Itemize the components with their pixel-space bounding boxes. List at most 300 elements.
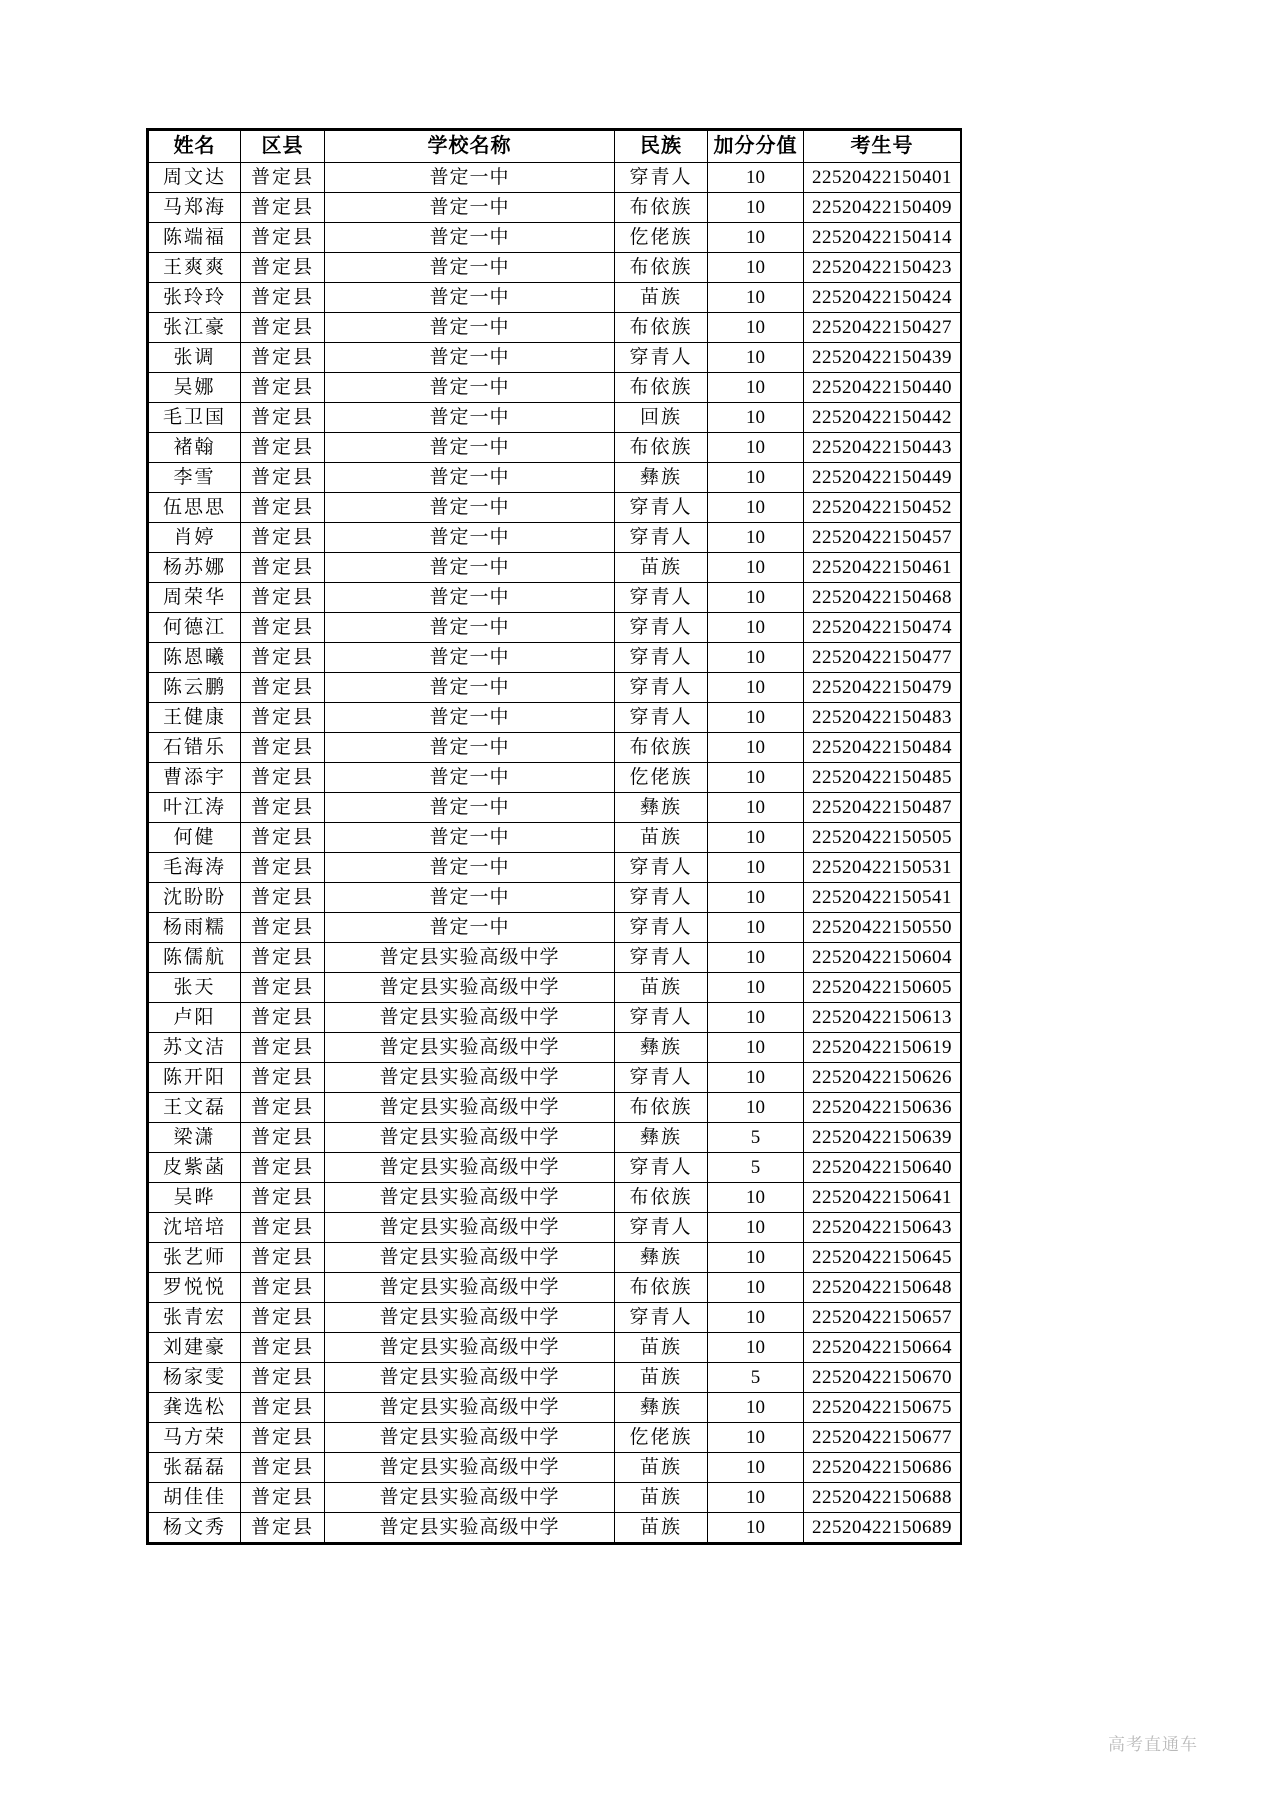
cell-exam-number: 22520422150675	[804, 1393, 961, 1423]
cell-school-name: 普定一中	[325, 463, 615, 493]
table-row	[149, 253, 961, 283]
cell-exam-number: 22520422150541	[804, 883, 961, 913]
cell-county: 普定县	[241, 583, 325, 613]
cell-ethnicity: 穿青人	[615, 1213, 708, 1243]
cell-school-name: 普定一中	[325, 613, 615, 643]
table-row	[149, 973, 961, 1003]
cell-candidate-name: 罗悦悦	[149, 1273, 241, 1303]
cell-school-name: 普定县实验高级中学	[325, 1213, 615, 1243]
cell-candidate-name: 马方荣	[149, 1423, 241, 1453]
cell-county: 普定县	[241, 973, 325, 1003]
table-row	[149, 1033, 961, 1063]
table-row	[149, 1273, 961, 1303]
cell-bonus-points: 10	[708, 943, 804, 973]
cell-candidate-name: 张磊磊	[149, 1453, 241, 1483]
table-row	[149, 343, 961, 373]
cell-county: 普定县	[241, 1273, 325, 1303]
cell-candidate-name: 毛卫国	[149, 403, 241, 433]
cell-ethnicity: 仡佬族	[615, 763, 708, 793]
cell-candidate-name: 刘建豪	[149, 1333, 241, 1363]
cell-exam-number: 22520422150468	[804, 583, 961, 613]
cell-exam-number: 22520422150613	[804, 1003, 961, 1033]
table-row	[149, 193, 961, 223]
table-row	[149, 1333, 961, 1363]
cell-county: 普定县	[241, 1243, 325, 1273]
cell-ethnicity: 彝族	[615, 463, 708, 493]
cell-candidate-name: 苏文洁	[149, 1033, 241, 1063]
cell-bonus-points: 10	[708, 1513, 804, 1543]
cell-school-name: 普定县实验高级中学	[325, 1033, 615, 1063]
cell-school-name: 普定一中	[325, 553, 615, 583]
cell-county: 普定县	[241, 853, 325, 883]
candidate-roster-table	[148, 130, 961, 1543]
table-row	[149, 943, 961, 973]
cell-ethnicity: 彝族	[615, 793, 708, 823]
cell-candidate-name: 陈儒航	[149, 943, 241, 973]
cell-exam-number: 22520422150423	[804, 253, 961, 283]
column-header-bonus-points: 加分分值	[708, 131, 804, 163]
cell-candidate-name: 周荣华	[149, 583, 241, 613]
table-row	[149, 823, 961, 853]
cell-candidate-name: 杨苏娜	[149, 553, 241, 583]
cell-exam-number: 22520422150474	[804, 613, 961, 643]
cell-exam-number: 22520422150531	[804, 853, 961, 883]
cell-exam-number: 22520422150605	[804, 973, 961, 1003]
cell-county: 普定县	[241, 823, 325, 853]
cell-county: 普定县	[241, 943, 325, 973]
cell-bonus-points: 10	[708, 1033, 804, 1063]
table-row	[149, 733, 961, 763]
cell-exam-number: 22520422150409	[804, 193, 961, 223]
cell-ethnicity: 穿青人	[615, 613, 708, 643]
cell-school-name: 普定县实验高级中学	[325, 1273, 615, 1303]
cell-school-name: 普定一中	[325, 733, 615, 763]
cell-county: 普定县	[241, 1453, 325, 1483]
cell-county: 普定县	[241, 283, 325, 313]
table-row	[149, 1153, 961, 1183]
cell-ethnicity: 苗族	[615, 973, 708, 1003]
cell-ethnicity: 穿青人	[615, 883, 708, 913]
cell-candidate-name: 梁潇	[149, 1123, 241, 1153]
cell-candidate-name: 张江豪	[149, 313, 241, 343]
cell-candidate-name: 卢阳	[149, 1003, 241, 1033]
cell-bonus-points: 10	[708, 1333, 804, 1363]
cell-candidate-name: 张艺师	[149, 1243, 241, 1273]
cell-exam-number: 22520422150461	[804, 553, 961, 583]
cell-bonus-points: 10	[708, 553, 804, 583]
table-row	[149, 1513, 961, 1543]
cell-county: 普定县	[241, 1033, 325, 1063]
cell-candidate-name: 吴娜	[149, 373, 241, 403]
table-row	[149, 673, 961, 703]
cell-school-name: 普定一中	[325, 283, 615, 313]
cell-bonus-points: 10	[708, 1243, 804, 1273]
table-row	[149, 403, 961, 433]
cell-ethnicity: 布依族	[615, 253, 708, 283]
cell-bonus-points: 10	[708, 1483, 804, 1513]
cell-bonus-points: 10	[708, 403, 804, 433]
table-row	[149, 643, 961, 673]
cell-exam-number: 22520422150670	[804, 1363, 961, 1393]
cell-bonus-points: 5	[708, 1363, 804, 1393]
cell-exam-number: 22520422150677	[804, 1423, 961, 1453]
cell-school-name: 普定一中	[325, 493, 615, 523]
cell-ethnicity: 苗族	[615, 283, 708, 313]
cell-bonus-points: 5	[708, 1153, 804, 1183]
cell-school-name: 普定一中	[325, 883, 615, 913]
cell-county: 普定县	[241, 433, 325, 463]
cell-candidate-name: 毛海涛	[149, 853, 241, 883]
table-row	[149, 1093, 961, 1123]
cell-candidate-name: 李雪	[149, 463, 241, 493]
cell-school-name: 普定县实验高级中学	[325, 1303, 615, 1333]
cell-exam-number: 22520422150688	[804, 1483, 961, 1513]
cell-ethnicity: 穿青人	[615, 163, 708, 193]
cell-ethnicity: 苗族	[615, 1453, 708, 1483]
table-row	[149, 223, 961, 253]
cell-bonus-points: 10	[708, 193, 804, 223]
column-header-school: 学校名称	[325, 131, 615, 163]
table-row	[149, 1423, 961, 1453]
cell-candidate-name: 陈端福	[149, 223, 241, 253]
cell-ethnicity: 布依族	[615, 193, 708, 223]
cell-exam-number: 22520422150442	[804, 403, 961, 433]
cell-school-name: 普定县实验高级中学	[325, 1513, 615, 1543]
cell-ethnicity: 苗族	[615, 1333, 708, 1363]
table-row	[149, 553, 961, 583]
cell-ethnicity: 仡佬族	[615, 223, 708, 253]
cell-ethnicity: 穿青人	[615, 493, 708, 523]
cell-county: 普定县	[241, 673, 325, 703]
cell-candidate-name: 杨家雯	[149, 1363, 241, 1393]
cell-school-name: 普定一中	[325, 343, 615, 373]
cell-exam-number: 22520422150505	[804, 823, 961, 853]
table-row	[149, 703, 961, 733]
cell-bonus-points: 10	[708, 1453, 804, 1483]
cell-county: 普定县	[241, 1093, 325, 1123]
cell-ethnicity: 穿青人	[615, 523, 708, 553]
cell-candidate-name: 张天	[149, 973, 241, 1003]
cell-exam-number: 22520422150643	[804, 1213, 961, 1243]
cell-bonus-points: 10	[708, 463, 804, 493]
cell-county: 普定县	[241, 1333, 325, 1363]
cell-ethnicity: 穿青人	[615, 583, 708, 613]
cell-ethnicity: 穿青人	[615, 943, 708, 973]
cell-county: 普定县	[241, 793, 325, 823]
cell-school-name: 普定一中	[325, 673, 615, 703]
cell-exam-number: 22520422150657	[804, 1303, 961, 1333]
cell-county: 普定县	[241, 403, 325, 433]
cell-exam-number: 22520422150639	[804, 1123, 961, 1153]
cell-exam-number: 22520422150440	[804, 373, 961, 403]
cell-exam-number: 22520422150645	[804, 1243, 961, 1273]
cell-school-name: 普定一中	[325, 763, 615, 793]
cell-ethnicity: 布依族	[615, 1183, 708, 1213]
cell-exam-number: 22520422150427	[804, 313, 961, 343]
cell-county: 普定县	[241, 1303, 325, 1333]
cell-candidate-name: 杨雨糯	[149, 913, 241, 943]
table-row	[149, 883, 961, 913]
cell-county: 普定县	[241, 763, 325, 793]
cell-ethnicity: 穿青人	[615, 703, 708, 733]
cell-exam-number: 22520422150550	[804, 913, 961, 943]
column-header-ethnicity: 民族	[615, 131, 708, 163]
table-row	[149, 523, 961, 553]
cell-county: 普定县	[241, 1183, 325, 1213]
cell-school-name: 普定一中	[325, 853, 615, 883]
cell-candidate-name: 伍思思	[149, 493, 241, 523]
table-header	[149, 131, 961, 163]
cell-county: 普定县	[241, 703, 325, 733]
cell-bonus-points: 10	[708, 493, 804, 523]
cell-ethnicity: 穿青人	[615, 343, 708, 373]
cell-county: 普定县	[241, 163, 325, 193]
table-row	[149, 583, 961, 613]
cell-county: 普定县	[241, 1363, 325, 1393]
cell-candidate-name: 陈开阳	[149, 1063, 241, 1093]
cell-bonus-points: 10	[708, 703, 804, 733]
table-row	[149, 793, 961, 823]
cell-candidate-name: 曹添宇	[149, 763, 241, 793]
table-row	[149, 373, 961, 403]
column-header-name: 姓名	[149, 131, 241, 163]
cell-exam-number: 22520422150479	[804, 673, 961, 703]
cell-ethnicity: 苗族	[615, 1483, 708, 1513]
cell-county: 普定县	[241, 223, 325, 253]
cell-candidate-name: 张玲玲	[149, 283, 241, 313]
cell-county: 普定县	[241, 523, 325, 553]
cell-county: 普定县	[241, 373, 325, 403]
cell-county: 普定县	[241, 553, 325, 583]
cell-exam-number: 22520422150483	[804, 703, 961, 733]
cell-candidate-name: 何德江	[149, 613, 241, 643]
cell-ethnicity: 布依族	[615, 373, 708, 403]
cell-candidate-name: 陈恩曦	[149, 643, 241, 673]
cell-county: 普定县	[241, 343, 325, 373]
cell-exam-number: 22520422150401	[804, 163, 961, 193]
cell-school-name: 普定县实验高级中学	[325, 1453, 615, 1483]
cell-county: 普定县	[241, 253, 325, 283]
cell-school-name: 普定县实验高级中学	[325, 1333, 615, 1363]
cell-bonus-points: 10	[708, 763, 804, 793]
cell-exam-number: 22520422150457	[804, 523, 961, 553]
cell-ethnicity: 穿青人	[615, 1063, 708, 1093]
cell-ethnicity: 彝族	[615, 1033, 708, 1063]
table-row	[149, 1363, 961, 1393]
cell-exam-number: 22520422150648	[804, 1273, 961, 1303]
cell-bonus-points: 10	[708, 1003, 804, 1033]
cell-county: 普定县	[241, 1123, 325, 1153]
cell-exam-number: 22520422150664	[804, 1333, 961, 1363]
table-body	[149, 163, 961, 1543]
table-row	[149, 283, 961, 313]
cell-exam-number: 22520422150477	[804, 643, 961, 673]
cell-bonus-points: 10	[708, 1423, 804, 1453]
cell-ethnicity: 彝族	[615, 1393, 708, 1423]
cell-candidate-name: 张青宏	[149, 1303, 241, 1333]
cell-school-name: 普定一中	[325, 643, 615, 673]
cell-school-name: 普定县实验高级中学	[325, 1483, 615, 1513]
cell-school-name: 普定县实验高级中学	[325, 1183, 615, 1213]
cell-candidate-name: 皮紫菡	[149, 1153, 241, 1183]
cell-ethnicity: 苗族	[615, 553, 708, 583]
cell-exam-number: 22520422150636	[804, 1093, 961, 1123]
cell-bonus-points: 10	[708, 163, 804, 193]
cell-ethnicity: 布依族	[615, 313, 708, 343]
table-row	[149, 463, 961, 493]
cell-bonus-points: 10	[708, 1303, 804, 1333]
cell-candidate-name: 龚选松	[149, 1393, 241, 1423]
cell-bonus-points: 10	[708, 583, 804, 613]
cell-bonus-points: 10	[708, 913, 804, 943]
cell-school-name: 普定一中	[325, 193, 615, 223]
cell-bonus-points: 10	[708, 673, 804, 703]
cell-school-name: 普定一中	[325, 583, 615, 613]
cell-candidate-name: 石错乐	[149, 733, 241, 763]
cell-ethnicity: 布依族	[615, 1273, 708, 1303]
cell-ethnicity: 回族	[615, 403, 708, 433]
cell-county: 普定县	[241, 883, 325, 913]
table-row	[149, 1303, 961, 1333]
table-row	[149, 1123, 961, 1153]
cell-ethnicity: 彝族	[615, 1243, 708, 1273]
cell-ethnicity: 苗族	[615, 823, 708, 853]
table-header-row	[149, 131, 961, 163]
cell-ethnicity: 穿青人	[615, 1303, 708, 1333]
cell-school-name: 普定一中	[325, 913, 615, 943]
cell-bonus-points: 10	[708, 343, 804, 373]
cell-bonus-points: 10	[708, 283, 804, 313]
table-row	[149, 763, 961, 793]
table-row	[149, 1213, 961, 1243]
cell-candidate-name: 何健	[149, 823, 241, 853]
table-row	[149, 313, 961, 343]
cell-exam-number: 22520422150424	[804, 283, 961, 313]
cell-candidate-name: 吴晔	[149, 1183, 241, 1213]
cell-ethnicity: 穿青人	[615, 913, 708, 943]
cell-bonus-points: 10	[708, 793, 804, 823]
cell-exam-number: 22520422150452	[804, 493, 961, 523]
candidate-roster-table-container	[148, 130, 960, 1543]
cell-candidate-name: 胡佳佳	[149, 1483, 241, 1513]
cell-bonus-points: 10	[708, 883, 804, 913]
cell-county: 普定县	[241, 1423, 325, 1453]
cell-ethnicity: 布依族	[615, 733, 708, 763]
cell-bonus-points: 10	[708, 1063, 804, 1093]
table-row	[149, 1003, 961, 1033]
cell-candidate-name: 沈盼盼	[149, 883, 241, 913]
cell-bonus-points: 10	[708, 1273, 804, 1303]
cell-candidate-name: 杨文秀	[149, 1513, 241, 1543]
table-row	[149, 163, 961, 193]
cell-school-name: 普定县实验高级中学	[325, 1093, 615, 1123]
cell-bonus-points: 10	[708, 1213, 804, 1243]
table-row	[149, 913, 961, 943]
cell-school-name: 普定县实验高级中学	[325, 1063, 615, 1093]
cell-ethnicity: 布依族	[615, 1093, 708, 1123]
cell-school-name: 普定县实验高级中学	[325, 1243, 615, 1273]
cell-ethnicity: 穿青人	[615, 643, 708, 673]
cell-county: 普定县	[241, 1153, 325, 1183]
cell-school-name: 普定一中	[325, 313, 615, 343]
cell-candidate-name: 褚翰	[149, 433, 241, 463]
cell-bonus-points: 10	[708, 253, 804, 283]
cell-school-name: 普定县实验高级中学	[325, 1363, 615, 1393]
cell-exam-number: 22520422150439	[804, 343, 961, 373]
cell-exam-number: 22520422150686	[804, 1453, 961, 1483]
cell-exam-number: 22520422150640	[804, 1153, 961, 1183]
cell-county: 普定县	[241, 1003, 325, 1033]
table-row	[149, 433, 961, 463]
cell-county: 普定县	[241, 493, 325, 523]
cell-bonus-points: 10	[708, 973, 804, 1003]
cell-bonus-points: 10	[708, 433, 804, 463]
column-header-county: 区县	[241, 131, 325, 163]
table-row	[149, 853, 961, 883]
cell-county: 普定县	[241, 193, 325, 223]
cell-bonus-points: 10	[708, 733, 804, 763]
cell-exam-number: 22520422150626	[804, 1063, 961, 1093]
cell-school-name: 普定一中	[325, 433, 615, 463]
cell-exam-number: 22520422150689	[804, 1513, 961, 1543]
table-row	[149, 1483, 961, 1513]
watermark: 高考直通车	[1108, 1735, 1198, 1755]
cell-bonus-points: 10	[708, 373, 804, 403]
cell-bonus-points: 10	[708, 1393, 804, 1423]
cell-county: 普定县	[241, 613, 325, 643]
cell-bonus-points: 10	[708, 643, 804, 673]
cell-ethnicity: 穿青人	[615, 673, 708, 703]
cell-school-name: 普定县实验高级中学	[325, 1423, 615, 1453]
table-row	[149, 493, 961, 523]
cell-candidate-name: 王健康	[149, 703, 241, 733]
table-row	[149, 1183, 961, 1213]
cell-ethnicity: 仡佬族	[615, 1423, 708, 1453]
cell-bonus-points: 10	[708, 823, 804, 853]
cell-exam-number: 22520422150449	[804, 463, 961, 493]
cell-county: 普定县	[241, 643, 325, 673]
cell-bonus-points: 10	[708, 613, 804, 643]
cell-county: 普定县	[241, 1063, 325, 1093]
cell-county: 普定县	[241, 1393, 325, 1423]
cell-school-name: 普定县实验高级中学	[325, 1123, 615, 1153]
cell-ethnicity: 穿青人	[615, 1153, 708, 1183]
cell-exam-number: 22520422150641	[804, 1183, 961, 1213]
cell-exam-number: 22520422150619	[804, 1033, 961, 1063]
cell-exam-number: 22520422150487	[804, 793, 961, 823]
cell-county: 普定县	[241, 1483, 325, 1513]
cell-school-name: 普定县实验高级中学	[325, 1393, 615, 1423]
cell-school-name: 普定一中	[325, 523, 615, 553]
cell-exam-number: 22520422150485	[804, 763, 961, 793]
cell-exam-number: 22520422150604	[804, 943, 961, 973]
cell-ethnicity: 穿青人	[615, 853, 708, 883]
cell-bonus-points: 10	[708, 313, 804, 343]
cell-school-name: 普定县实验高级中学	[325, 973, 615, 1003]
cell-bonus-points: 10	[708, 853, 804, 883]
cell-candidate-name: 张调	[149, 343, 241, 373]
cell-candidate-name: 王文磊	[149, 1093, 241, 1123]
cell-candidate-name: 周文达	[149, 163, 241, 193]
cell-school-name: 普定一中	[325, 823, 615, 853]
cell-bonus-points: 10	[708, 1093, 804, 1123]
cell-school-name: 普定一中	[325, 703, 615, 733]
cell-bonus-points: 5	[708, 1123, 804, 1153]
cell-candidate-name: 陈云鹏	[149, 673, 241, 703]
cell-county: 普定县	[241, 1213, 325, 1243]
table-row	[149, 1063, 961, 1093]
cell-candidate-name: 马郑海	[149, 193, 241, 223]
